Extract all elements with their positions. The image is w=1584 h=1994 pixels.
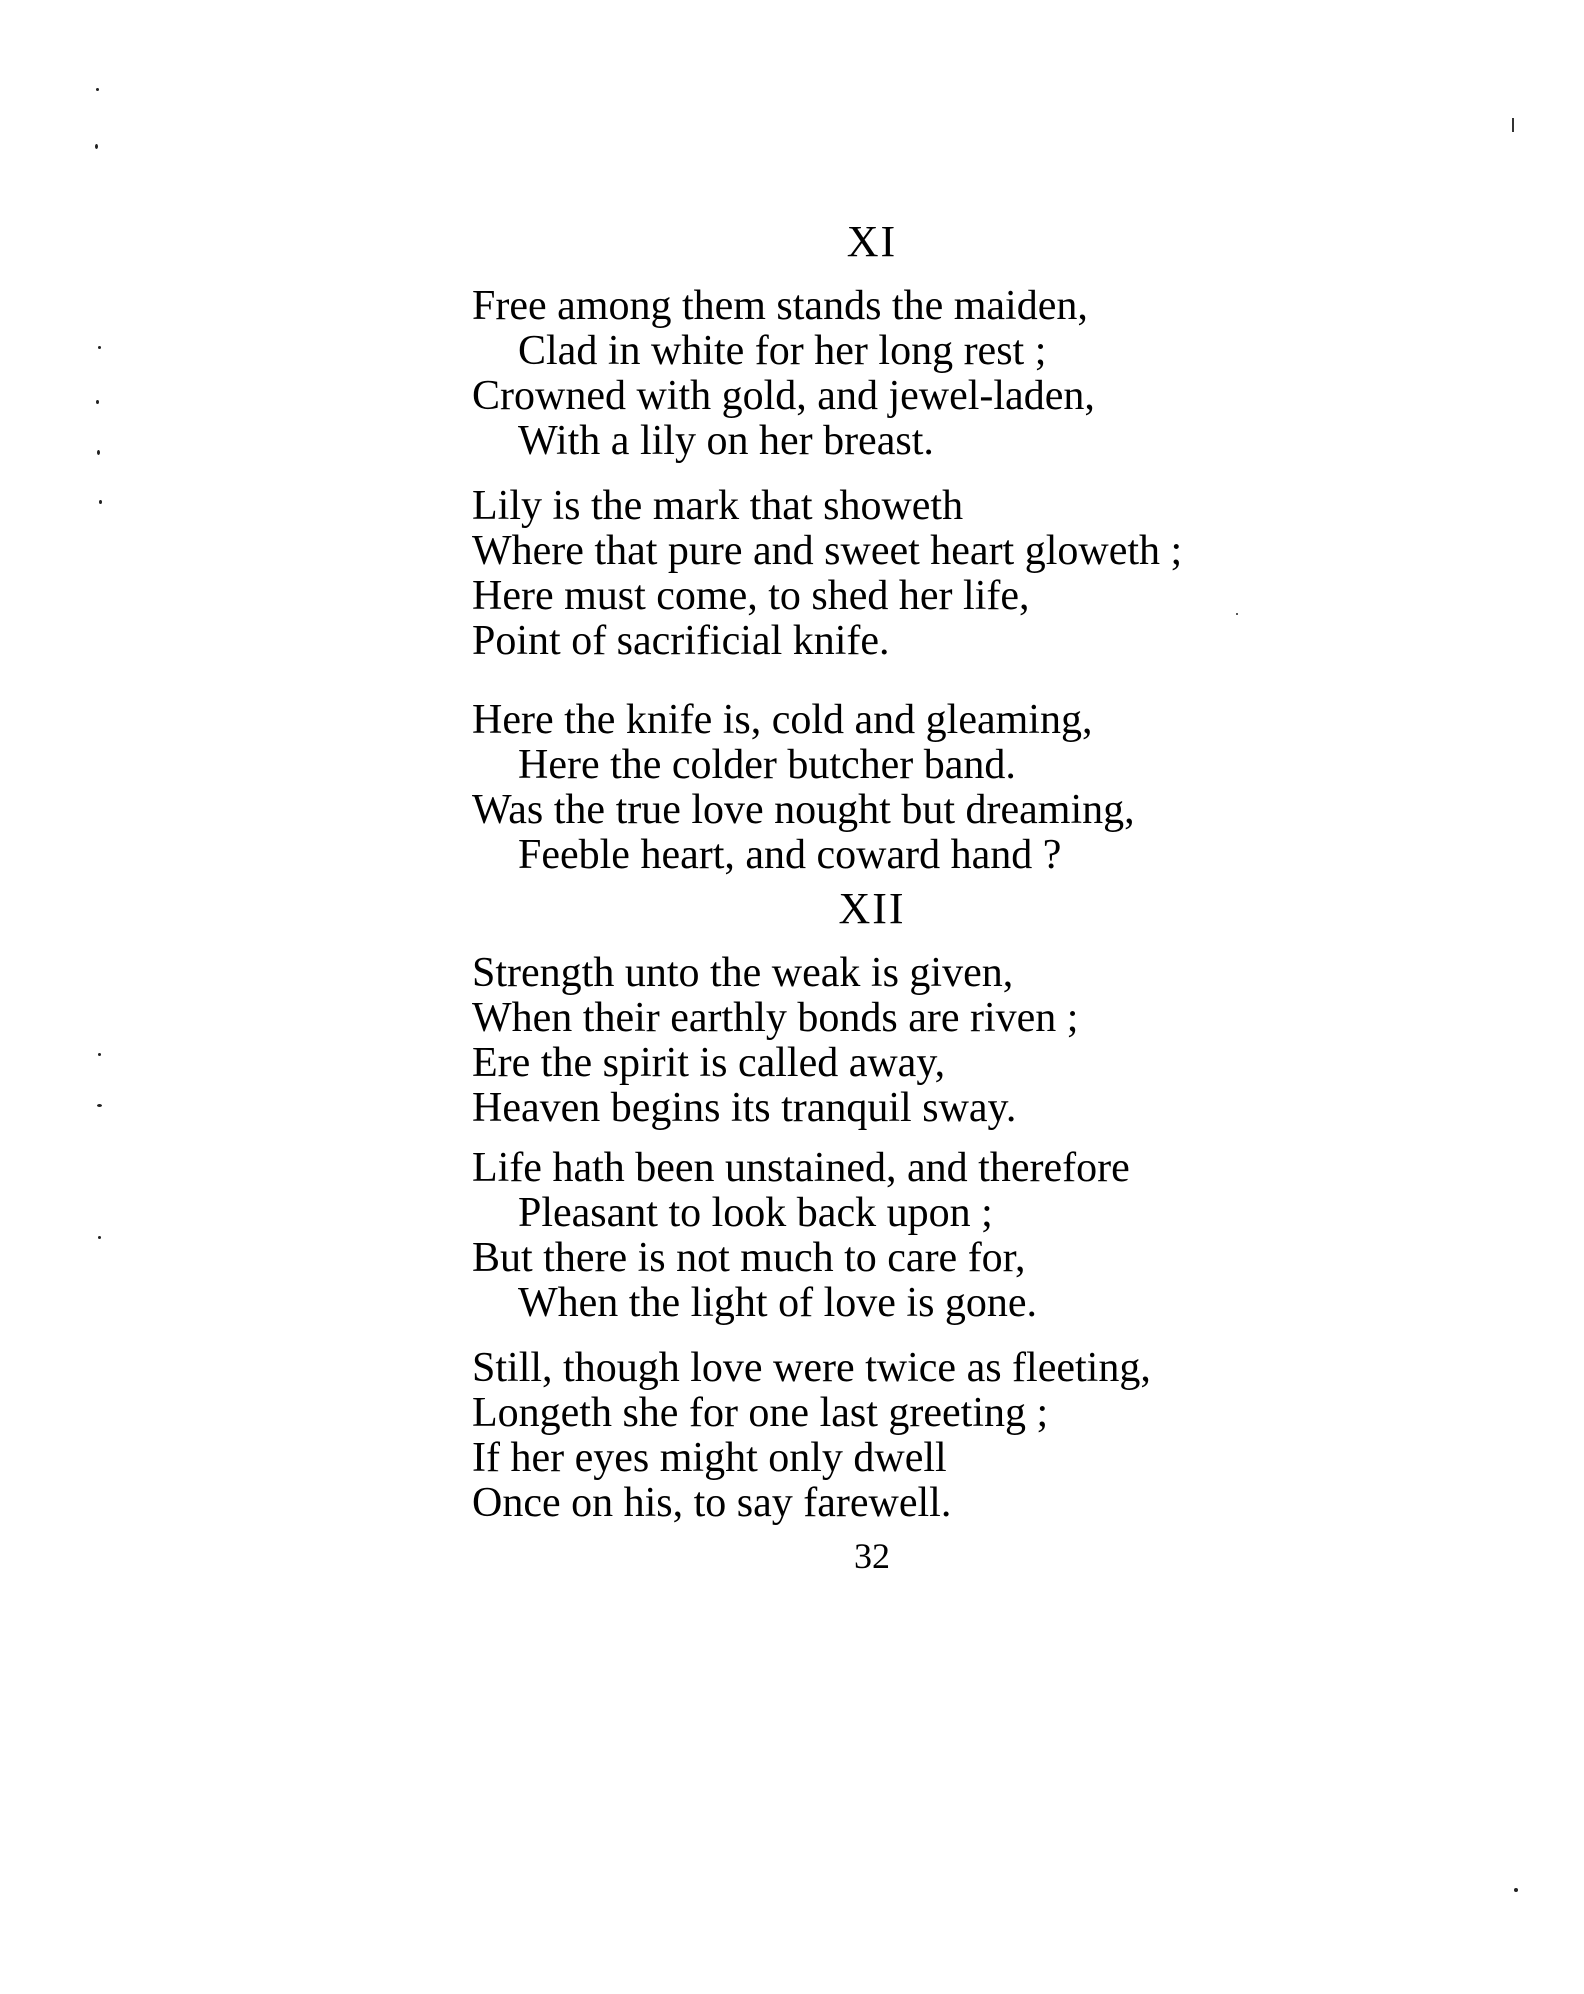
- poem-line: Crowned with gold, and jewel-laden,: [472, 373, 1095, 419]
- poem-line: But there is not much to care for,: [472, 1235, 1026, 1281]
- section-heading-xii: XII: [838, 884, 906, 933]
- poem-line: When the light of love is gone.: [518, 1280, 1038, 1326]
- poem-line: If her eyes might only dwell: [472, 1435, 947, 1481]
- poem-line: Feeble heart, and coward hand ?: [518, 832, 1062, 878]
- scan-speck: [98, 346, 101, 349]
- poem-line: Strength unto the weak is given,: [472, 950, 1014, 996]
- scan-speck: [98, 1053, 101, 1056]
- scan-speck: [98, 1236, 101, 1239]
- stanza-xii-1: [472, 951, 1372, 1131]
- scan-speck: [96, 88, 99, 91]
- poem-line: Free among them stands the maiden,: [472, 283, 1088, 329]
- poem-line: Here the knife is, cold and gleaming,: [472, 697, 1093, 743]
- poem-line: When their earthly bonds are riven ;: [472, 995, 1079, 1041]
- scan-speck: [1236, 613, 1238, 615]
- section-heading-xi: XI: [846, 217, 898, 266]
- scan-speck: [95, 144, 98, 149]
- poem-line: Once on his, to say farewell.: [472, 1480, 952, 1526]
- poem-line: Where that pure and sweet heart gloweth ;: [472, 528, 1183, 574]
- poem-line: Was the true love nought but dreaming,: [472, 787, 1135, 833]
- poem-line: Life hath been unstained, and therefore: [472, 1145, 1130, 1191]
- scan-speck: [99, 500, 102, 504]
- poem-line: Here the colder butcher band.: [518, 742, 1016, 788]
- poem-line: Clad in white for her long rest ;: [518, 328, 1047, 374]
- poem-line: Heaven begins its tranquil sway.: [472, 1085, 1017, 1131]
- poem-line: Lily is the mark that showeth: [472, 483, 964, 529]
- scan-mark: [1512, 118, 1514, 132]
- poem-line: With a lily on her breast.: [518, 418, 934, 464]
- scan-speck: [97, 450, 100, 455]
- scan-speck: [96, 400, 99, 404]
- poem-line: Here must come, to shed her life,: [472, 573, 1030, 619]
- poem-line: Ere the spirit is called away,: [472, 1040, 946, 1086]
- scan-speck: [1514, 1888, 1518, 1892]
- poem-line: Longeth she for one last greeting ;: [472, 1390, 1049, 1436]
- stanza-xi-3: [472, 698, 1372, 878]
- stanza-xi-2: [472, 484, 1372, 664]
- poem-line: Still, though love were twice as fleeting,: [472, 1345, 1151, 1391]
- scan-speck: [97, 1104, 102, 1107]
- page-number: 32: [854, 1536, 890, 1576]
- stanza-xii-3: [472, 1346, 1372, 1526]
- poem-line: Pleasant to look back upon ;: [518, 1190, 993, 1236]
- stanza-xii-2: [472, 1146, 1372, 1326]
- stanza-xi-1: [472, 284, 1372, 464]
- poem-line: Point of sacrificial knife.: [472, 618, 890, 664]
